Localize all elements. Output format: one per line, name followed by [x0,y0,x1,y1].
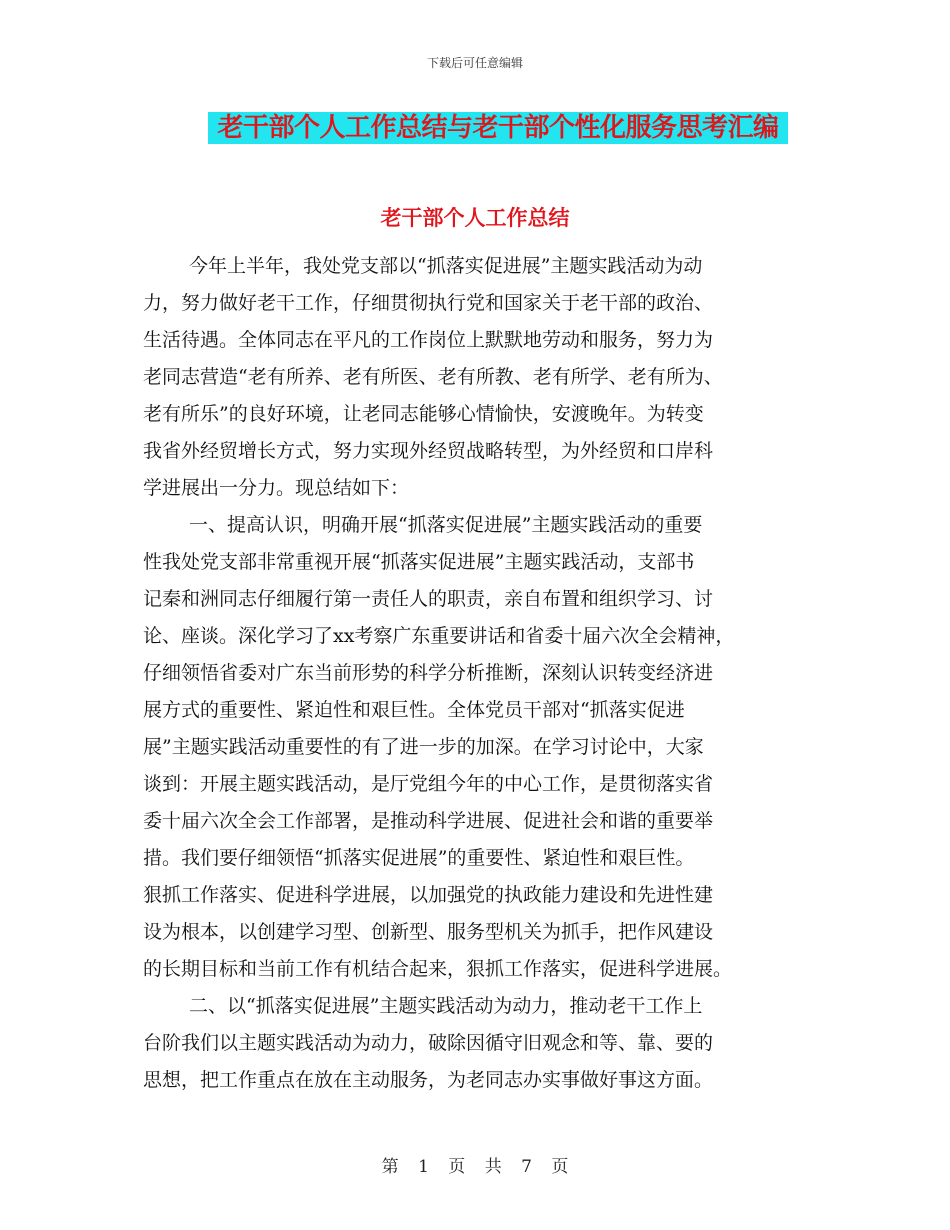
document-title: 老干部个人工作总结与老干部个性化服务思考汇编 [208,112,788,144]
paragraph-line: 谈到：开展主题实践活动，是厅党组今年的中心工作，是贯彻落实省 [143,773,714,795]
paragraph-line: 展”主题实践活动重要性的有了进一步的加深。在学习讨论中，大家 [143,736,704,758]
paragraph-line: 论、座谈。深化学习了xx考察广东重要讲话和省委十届六次全会精神， [143,625,735,647]
footer-prefix: 第 [381,1157,399,1177]
paragraph-line: 狠抓工作落实、促进科学进展，以加强党的执政能力建设和先进性建 [143,884,714,906]
paragraph-line: 的长期目标和当前工作有机结合起来，狠抓工作落实，促进科学进展。 [143,958,733,980]
paragraph-line: 老有所乐”的良好环境，让老同志能够心情愉快，安渡晚年。为转变 [143,403,704,425]
paragraph-line: 二、以“抓落实促进展”主题实践活动为动力，推动老干工作上 [189,995,703,1017]
paragraph-line: 老同志营造“老有所养、老有所医、老有所教、老有所学、老有所为、 [143,366,723,388]
paragraph-line: 设为根本，以创建学习型、创新型、服务型机关为抓手，把作风建设 [143,921,714,943]
paragraph-line: 措。我们要仔细领悟“抓落实促进展”的重要性、紧迫性和艰巨性。 [143,847,695,869]
body-text [143,248,813,1099]
paragraph-line: 今年上半年，我处党支部以“抓落实促进展”主题实践活动为动 [189,255,703,277]
paragraph-line: 仔细领悟省委对广东当前形势的科学分析推断，深刻认识转变经济进 [143,662,714,684]
paragraph-line: 台阶我们以主题实践活动为动力，破除因循守旧观念和等、靠、要的 [143,1032,714,1054]
paragraph-line: 思想，把工作重点在放在主动服务，为老同志办实事做好事这方面。 [143,1069,714,1091]
paragraph-line: 力，努力做好老干工作，仔细贯彻执行党和国家关于老干部的政治、 [143,292,714,314]
header-note: 下载后可任意编辑 [426,56,523,70]
paragraph-line: 学进展出一分力。现总结如下： [143,477,410,499]
footer-suffix: 页 [551,1157,569,1177]
paragraph-line: 我省外经贸增长方式，努力实现外经贸战略转型，为外经贸和口岸科 [143,440,714,462]
current-page-number: 1 [418,1157,429,1177]
total-page-count: 7 [521,1157,532,1177]
paragraph-line: 委十届六次全会工作部署，是推动科学进展、促进社会和谐的重要举 [143,810,714,832]
paragraph-line: 记秦和洲同志仔细履行第一责任人的职责，亲自布置和组织学习、讨 [143,588,714,610]
footer-page-word: 页 [448,1157,466,1177]
paragraph-line: 性我处党支部非常重视开展“抓落实促进展”主题实践活动，支部书 [143,551,695,573]
paragraph-line: 一、提高认识，明确开展“抓落实促进展”主题实践活动的重要 [189,514,703,536]
paragraph-line: 生活待遇。全体同志在平凡的工作岗位上默默地劳动和服务，努力为 [143,329,714,351]
page-footer [0,1152,950,1177]
footer-total-word: 共 [484,1157,502,1177]
paragraph-line: 展方式的重要性、紧迫性和艰巨性。全体党员干部对“抓落实促进 [143,699,685,721]
section-title: 老干部个人工作总结 [380,205,570,230]
